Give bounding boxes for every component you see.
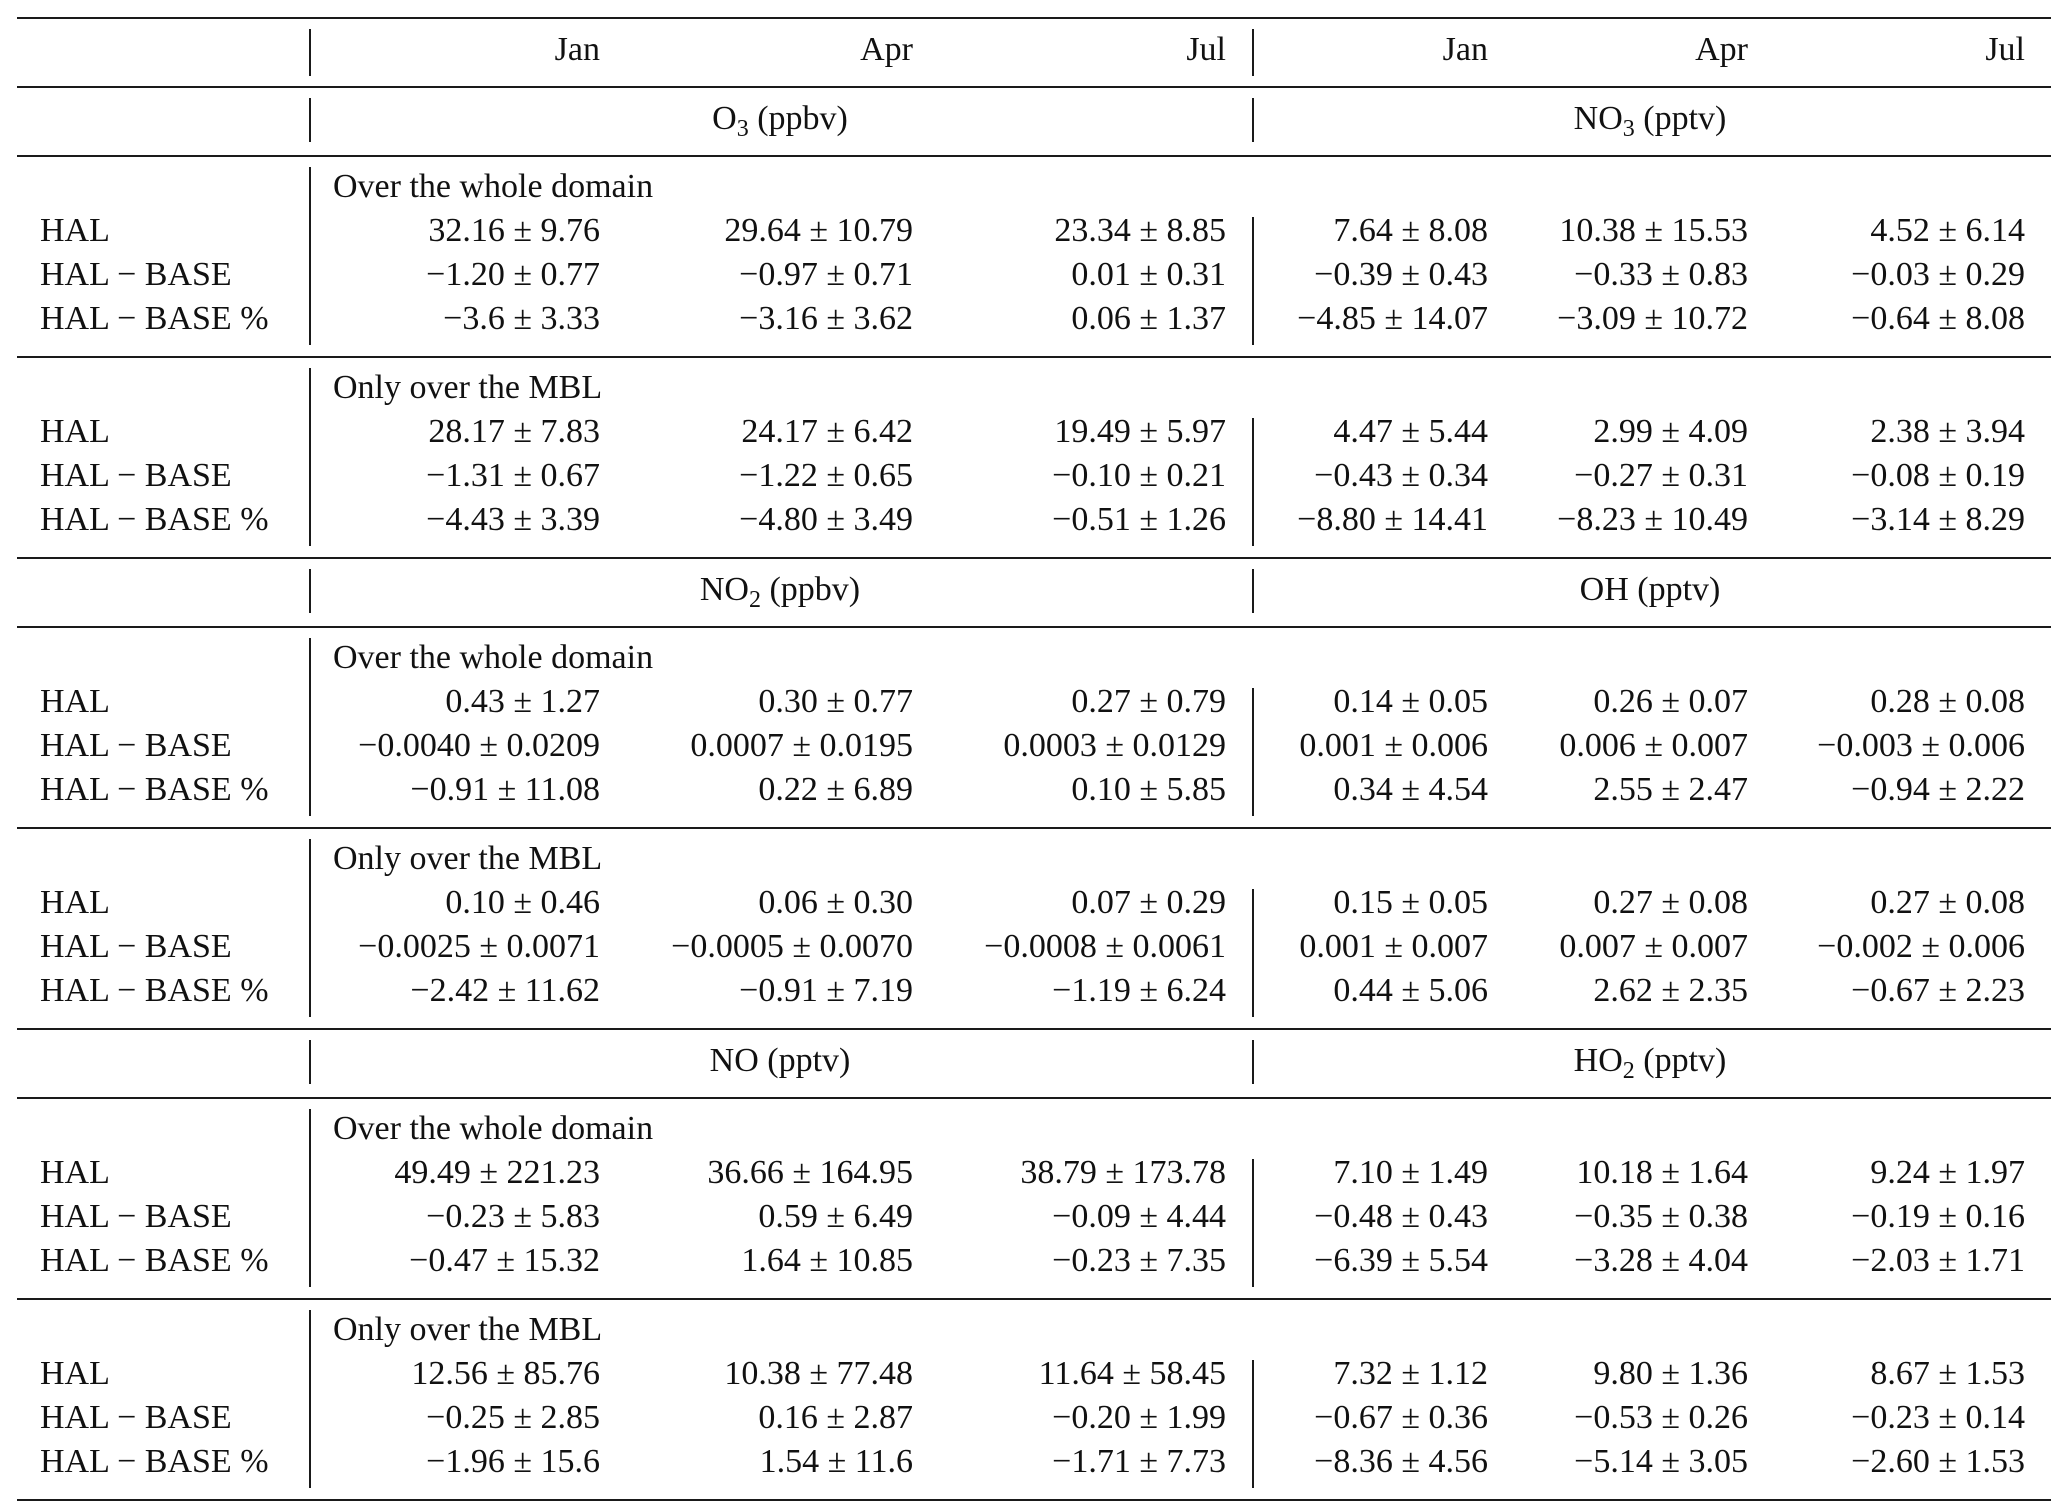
section-divider-mid	[1252, 1040, 1254, 1084]
table-cell: −1.71 ± 7.73	[1052, 1443, 1226, 1480]
table-cell: 0.27 ± 0.08	[1593, 884, 1748, 921]
table-cell: −0.0040 ± 0.0209	[358, 727, 600, 764]
table-cell: −2.42 ± 11.62	[410, 972, 600, 1009]
table-cell: 10.18 ± 1.64	[1576, 1154, 1748, 1191]
table-cell: −3.16 ± 3.62	[739, 300, 913, 337]
table-cell: 49.49 ± 221.23	[394, 1154, 600, 1191]
row-label: HAL − BASE %	[40, 1242, 269, 1279]
block-rule	[17, 356, 2051, 358]
table-cell: −0.08 ± 0.19	[1851, 457, 2025, 494]
block-label: Only over the MBL	[333, 840, 603, 877]
species-unit: (pptv)	[1634, 1042, 1727, 1079]
section-title-rule	[17, 626, 2051, 628]
table-cell: 10.38 ± 15.53	[1559, 212, 1748, 249]
table-cell: −3.6 ± 3.33	[443, 300, 600, 337]
table-top-rule	[17, 17, 2051, 19]
table-cell: −0.23 ± 0.14	[1851, 1399, 2025, 1436]
section-divider-mid	[1252, 569, 1254, 613]
species-subscript: 2	[1622, 1058, 1635, 1084]
table-cell: 24.17 ± 6.42	[741, 413, 913, 450]
table-cell: −1.31 ± 0.67	[426, 457, 600, 494]
table-cell: −0.91 ± 11.08	[410, 771, 600, 808]
table-cell: 36.66 ± 164.95	[707, 1154, 913, 1191]
table-cell: −3.09 ± 10.72	[1557, 300, 1748, 337]
row-label: HAL − BASE	[40, 1399, 232, 1436]
row-label: HAL	[40, 1355, 110, 1392]
table-cell: 7.64 ± 8.08	[1333, 212, 1488, 249]
table-cell: 11.64 ± 58.45	[1038, 1355, 1226, 1392]
table-cell: 19.49 ± 5.97	[1054, 413, 1226, 450]
block-label: Only over the MBL	[333, 369, 603, 406]
table-bottom-rule	[17, 1499, 2051, 1501]
table-cell: −0.53 ± 0.26	[1574, 1399, 1748, 1436]
table-cell: −0.003 ± 0.006	[1817, 727, 2025, 764]
table-cell: −0.19 ± 0.16	[1851, 1198, 2025, 1235]
table-cell: 0.27 ± 0.08	[1870, 884, 2025, 921]
table-cell: −2.60 ± 1.53	[1851, 1443, 2025, 1480]
row-label: HAL − BASE	[40, 1198, 232, 1235]
row-label: HAL − BASE	[40, 457, 232, 494]
row-label: HAL − BASE %	[40, 972, 269, 1009]
block-label: Over the whole domain	[333, 639, 654, 676]
table-cell: −0.03 ± 0.29	[1851, 256, 2025, 293]
column-header-month: Jul	[1985, 31, 2025, 68]
section-title-left	[480, 99, 1080, 142]
table-cell: −0.20 ± 1.99	[1052, 1399, 1226, 1436]
table-cell: −0.97 ± 0.71	[739, 256, 913, 293]
species-name: HO	[1573, 1042, 1623, 1079]
section-title-rule	[17, 1097, 2051, 1099]
table-cell: 9.80 ± 1.36	[1593, 1355, 1748, 1392]
table-cell: 2.38 ± 3.94	[1870, 413, 2025, 450]
column-header-month: Jul	[1186, 31, 1226, 68]
table-cell: −8.23 ± 10.49	[1557, 501, 1748, 538]
table-cell: 7.32 ± 1.12	[1333, 1355, 1488, 1392]
row-label: HAL	[40, 884, 110, 921]
table-cell: 4.52 ± 6.14	[1870, 212, 2025, 249]
header-bottom-rule	[17, 86, 2051, 88]
section-title-right	[1350, 570, 1950, 610]
table-cell: 29.64 ± 10.79	[724, 212, 913, 249]
table-cell: 0.16 ± 2.87	[758, 1399, 913, 1436]
table-cell: 23.34 ± 8.85	[1054, 212, 1226, 249]
row-label: HAL − BASE %	[40, 501, 269, 538]
column-header-month: Jan	[554, 31, 600, 68]
table-cell: 4.47 ± 5.44	[1333, 413, 1488, 450]
table-cell: 2.55 ± 2.47	[1593, 771, 1748, 808]
species-name: OH (pptv)	[1579, 571, 1721, 608]
species-name: NO	[1573, 100, 1623, 137]
table-cell: −5.14 ± 3.05	[1574, 1443, 1748, 1480]
section-divider-mid	[1252, 98, 1254, 142]
table-cell: −0.002 ± 0.006	[1817, 928, 2025, 965]
row-label: HAL	[40, 1154, 110, 1191]
table-cell: 0.26 ± 0.07	[1593, 683, 1748, 720]
row-label: HAL − BASE %	[40, 300, 269, 337]
table-cell: 7.10 ± 1.49	[1333, 1154, 1488, 1191]
table-cell: 2.99 ± 4.09	[1593, 413, 1748, 450]
block-rule	[17, 557, 2051, 559]
table-cell: −0.67 ± 0.36	[1314, 1399, 1488, 1436]
species-name: O	[712, 100, 737, 137]
table-cell: −0.35 ± 0.38	[1574, 1198, 1748, 1235]
row-label: HAL − BASE %	[40, 1443, 269, 1480]
table-cell: −0.51 ± 1.26	[1052, 501, 1226, 538]
section-divider-left	[309, 1040, 311, 1084]
table-cell: −0.94 ± 2.22	[1851, 771, 2025, 808]
table-cell: −8.80 ± 14.41	[1297, 501, 1488, 538]
table-cell: 0.10 ± 0.46	[445, 884, 600, 921]
table-cell: −0.25 ± 2.85	[426, 1399, 600, 1436]
table-cell: −1.96 ± 15.6	[426, 1443, 600, 1480]
table-cell: −0.0025 ± 0.0071	[358, 928, 600, 965]
section-title-right	[1350, 99, 1950, 142]
table-cell: −4.85 ± 14.07	[1297, 300, 1488, 337]
table-cell: 9.24 ± 1.97	[1870, 1154, 2025, 1191]
table-cell: −0.91 ± 7.19	[739, 972, 913, 1009]
table-cell: 0.59 ± 6.49	[758, 1198, 913, 1235]
table-cell: 0.001 ± 0.006	[1299, 727, 1488, 764]
table-cell: 10.38 ± 77.48	[724, 1355, 913, 1392]
table-cell: 0.0007 ± 0.0195	[690, 727, 913, 764]
table-cell: −4.43 ± 3.39	[426, 501, 600, 538]
table-cell: −1.19 ± 6.24	[1052, 972, 1226, 1009]
table-cell: −6.39 ± 5.54	[1314, 1242, 1488, 1279]
block-label: Over the whole domain	[333, 168, 654, 205]
table-cell: −0.27 ± 0.31	[1574, 457, 1748, 494]
species-subscript: 3	[736, 116, 749, 142]
table-cell: 28.17 ± 7.83	[428, 413, 600, 450]
table-cell: 0.34 ± 4.54	[1333, 771, 1488, 808]
table-cell: −2.03 ± 1.71	[1851, 1242, 2025, 1279]
table-cell: −0.0005 ± 0.0070	[671, 928, 913, 965]
table-cell: 0.001 ± 0.007	[1299, 928, 1488, 965]
table-cell: 0.0003 ± 0.0129	[1003, 727, 1226, 764]
table-cell: 0.006 ± 0.007	[1559, 727, 1748, 764]
table-cell: 0.22 ± 6.89	[758, 771, 913, 808]
section-divider-left	[309, 98, 311, 142]
row-label: HAL − BASE	[40, 928, 232, 965]
table-cell: 0.07 ± 0.29	[1071, 884, 1226, 921]
table-cell: 0.43 ± 1.27	[445, 683, 600, 720]
table-cell: 0.01 ± 0.31	[1071, 256, 1226, 293]
table-cell: −0.39 ± 0.43	[1314, 256, 1488, 293]
table-cell: −1.20 ± 0.77	[426, 256, 600, 293]
block-rule	[17, 827, 2051, 829]
section-divider-left	[309, 569, 311, 613]
table-cell: −0.48 ± 0.43	[1314, 1198, 1488, 1235]
column-header-month: Apr	[1695, 31, 1748, 68]
table-cell: 0.06 ± 1.37	[1071, 300, 1226, 337]
row-label: HAL	[40, 413, 110, 450]
table-cell: −0.23 ± 7.35	[1052, 1242, 1226, 1279]
table-cell: 0.007 ± 0.007	[1559, 928, 1748, 965]
table-cell: −0.10 ± 0.21	[1052, 457, 1226, 494]
table-cell: 12.56 ± 85.76	[411, 1355, 600, 1392]
table-cell: 0.27 ± 0.79	[1071, 683, 1226, 720]
table-cell: −8.36 ± 4.56	[1314, 1443, 1488, 1480]
block-rule	[17, 1028, 2051, 1030]
block-label: Over the whole domain	[333, 1110, 654, 1147]
table-cell: −0.67 ± 2.23	[1851, 972, 2025, 1009]
species-unit: (pptv)	[1634, 100, 1727, 137]
species-name: NO	[699, 571, 749, 608]
section-title-left	[480, 570, 1080, 613]
table-cell: 0.06 ± 0.30	[758, 884, 913, 921]
table-cell: −4.80 ± 3.49	[739, 501, 913, 538]
table-cell: −0.43 ± 0.34	[1314, 457, 1488, 494]
species-unit: (ppbv)	[748, 100, 848, 137]
species-name: NO (pptv)	[709, 1042, 851, 1079]
row-label: HAL	[40, 683, 110, 720]
section-title-rule	[17, 155, 2051, 157]
column-header-month: Jan	[1442, 31, 1488, 68]
table-cell: 0.44 ± 5.06	[1333, 972, 1488, 1009]
section-title-right	[1350, 1041, 1950, 1084]
table-cell: 2.62 ± 2.35	[1593, 972, 1748, 1009]
table-cell: 1.54 ± 11.6	[759, 1443, 913, 1480]
row-label: HAL − BASE	[40, 256, 232, 293]
row-label: HAL − BASE %	[40, 771, 269, 808]
table-cell: 0.14 ± 0.05	[1333, 683, 1488, 720]
table-cell: −0.09 ± 4.44	[1052, 1198, 1226, 1235]
block-label: Only over the MBL	[333, 1311, 603, 1348]
table-cell: 0.30 ± 0.77	[758, 683, 913, 720]
section-title-left	[480, 1041, 1080, 1081]
block-rule	[17, 1298, 2051, 1300]
species-subscript: 3	[1622, 116, 1635, 142]
table-cell: −0.0008 ± 0.0061	[984, 928, 1226, 965]
table-cell: −0.33 ± 0.83	[1574, 256, 1748, 293]
table-cell: 8.67 ± 1.53	[1870, 1355, 2025, 1392]
table-cell: −3.14 ± 8.29	[1851, 501, 2025, 538]
table-cell: −0.47 ± 15.32	[409, 1242, 600, 1279]
table-cell: −0.64 ± 8.08	[1851, 300, 2025, 337]
table-cell: −1.22 ± 0.65	[739, 457, 913, 494]
table-cell: 0.15 ± 0.05	[1333, 884, 1488, 921]
table-cell: −0.23 ± 5.83	[426, 1198, 600, 1235]
species-unit: (ppbv)	[760, 571, 861, 608]
table-cell: 32.16 ± 9.76	[428, 212, 600, 249]
table-cell: 0.28 ± 0.08	[1870, 683, 2025, 720]
row-label: HAL	[40, 212, 110, 249]
table-cell: 38.79 ± 173.78	[1020, 1154, 1226, 1191]
table-cell: −3.28 ± 4.04	[1574, 1242, 1748, 1279]
species-subscript: 2	[748, 587, 761, 613]
row-label: HAL − BASE	[40, 727, 232, 764]
table-cell: 0.10 ± 5.85	[1071, 771, 1226, 808]
column-header-month: Apr	[860, 31, 913, 68]
table-cell: 1.64 ± 10.85	[741, 1242, 913, 1279]
